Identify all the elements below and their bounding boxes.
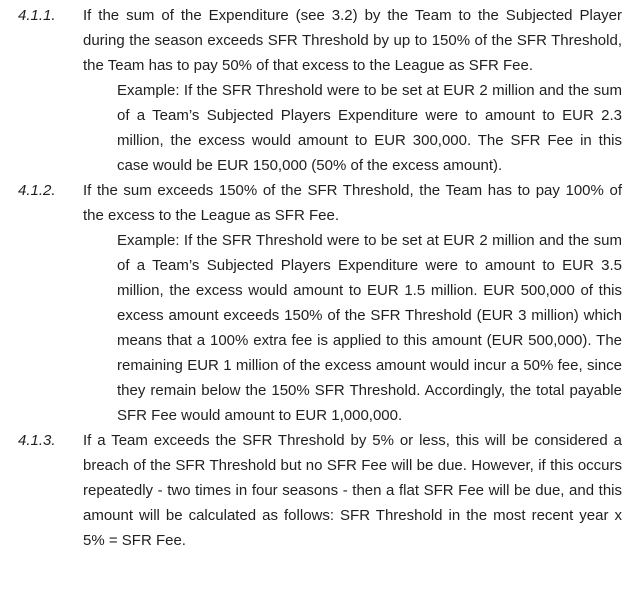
- clause-body: If the sum exceeds 150% of the SFR Threshold, the Team has to pay 100% of the excess to the League as SFR Fee.: [83, 182, 622, 224]
- clause-body: If a Team exceeds the SFR Threshold by 5% or less, this will be considered a breach of the SFR Threshold but no SFR Fee will be due. However, if this occurs repeatedly - two times in four seasons - then a flat SFR Fee will be due, and this amount will be calculated as follows: SFR Threshold in the most recent year x 5% = SFR Fee.: [83, 432, 622, 549]
- clause-example: Example: If the SFR Threshold were to be set at EUR 2 million and the sum of a Team’s Subjected Players Expenditure were to amount to EUR 2.3 million, the excess would amount to EUR 300,000. The SFR Fee in this case would be EUR 150,000 (50% of the excess amount).: [117, 82, 622, 174]
- clause-number: 4.1.3.: [18, 432, 56, 449]
- clause-example: Example: If the SFR Threshold were to be set at EUR 2 million and the sum of a Team’s Subjected Players Expenditure were to amount to EUR 3.5 million, the excess would amount to EUR 1.5 million. EUR 500,000 of this excess amount exceeds 150% of the SFR Threshold (EUR 3 million) which means that a 100% extra fee is applied to this amount (EUR 500,000). The remaining EUR 1 million of the excess amount would incur a 50% fee, since they remain below the 150% SFR Threshold. Accordingly, the total payable SFR Fee would amount to EUR 1,000,000.: [117, 232, 622, 424]
- clause-number: 4.1.1.: [18, 7, 56, 24]
- clause-body: If the sum of the Expenditure (see 3.2) by the Team to the Subjected Player during the season exceeds SFR Threshold by up to 150% of the SFR Threshold, the Team has to pay 50% of that excess to the League as SFR Fee.: [83, 7, 622, 74]
- clause-content: [83, 3, 622, 178]
- clause-content: [83, 428, 622, 553]
- clause-4-1-1: [18, 3, 622, 178]
- clause-4-1-2: [18, 178, 622, 428]
- clause-number: 4.1.2.: [18, 182, 56, 199]
- clause-content: [83, 178, 622, 428]
- clause-4-1-3: [18, 428, 622, 553]
